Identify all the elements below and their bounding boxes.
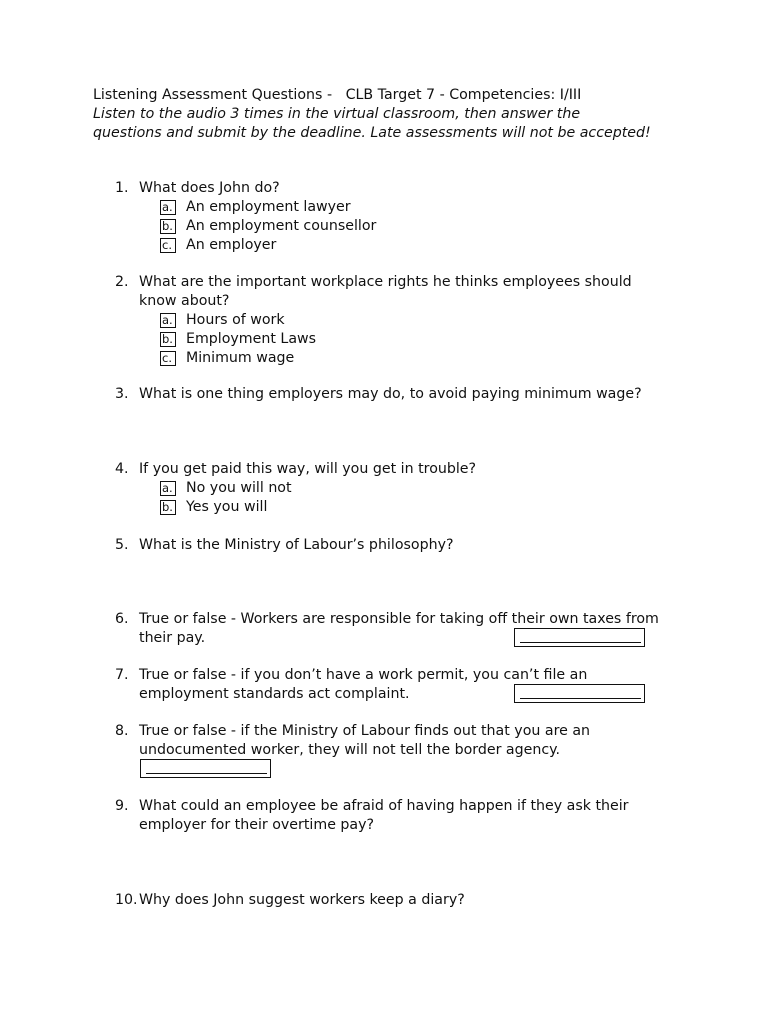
option-letter-box[interactable]: b. (160, 500, 176, 515)
option-letter-box[interactable]: b. (160, 332, 176, 347)
question-text-line-2: employer for their overtime pay? (139, 817, 375, 833)
option-b[interactable] (160, 330, 685, 349)
option-text: No you will not (186, 480, 292, 496)
question-text: What is the Ministry of Labour’s philosophy? (139, 537, 454, 553)
question-2 (115, 273, 685, 368)
question-text-line-1: True or false - Workers are responsible for taking off their own taxes from (139, 611, 659, 627)
question-text-line-2: employment standards act complaint. (139, 686, 410, 702)
question-5 (115, 536, 685, 555)
option-text: Hours of work (186, 312, 285, 328)
answer-input-box[interactable] (140, 759, 271, 778)
option-b[interactable] (160, 217, 685, 236)
question-number: 9. (115, 798, 129, 814)
question-text-line-2: their pay. (139, 630, 206, 646)
question-text: What does John do? (139, 180, 280, 196)
option-letter-box[interactable]: b. (160, 219, 176, 234)
worksheet-header (93, 86, 653, 143)
question-number: 8. (115, 723, 129, 739)
question-text-line-1: True or false - if the Ministry of Labour finds out that you are an (139, 723, 591, 739)
question-text: Why does John suggest workers keep a diary? (139, 892, 465, 908)
question-number: 2. (115, 274, 129, 290)
question-text (139, 722, 685, 760)
option-a[interactable] (160, 479, 685, 498)
answer-underline (520, 642, 641, 643)
question-8 (115, 722, 685, 760)
option-c[interactable] (160, 236, 685, 255)
option-letter-box[interactable]: a. (160, 481, 176, 496)
option-text: An employment lawyer (186, 199, 351, 215)
answer-underline (520, 698, 641, 699)
option-text: Employment Laws (186, 331, 317, 347)
option-b[interactable] (160, 498, 685, 517)
question-number: 4. (115, 461, 129, 477)
question-text-line-2: know about? (139, 293, 230, 309)
instructions-text: Listen to the audio 3 times in the virtual classroom, then answer the questions and submit by the deadline. Late assessments will not be accepted! (93, 106, 651, 141)
question-3 (115, 385, 685, 404)
option-text: An employment counsellor (186, 218, 377, 234)
question-4 (115, 460, 685, 517)
question-text: What is one thing employers may do, to avoid paying minimum wage? (139, 386, 642, 402)
question-number: 1. (115, 180, 129, 196)
answer-underline (146, 773, 267, 774)
question-text-line-1: What are the important workplace rights he thinks employees should (139, 274, 632, 290)
option-c[interactable] (160, 349, 685, 368)
option-letter-box[interactable]: c. (160, 238, 176, 253)
answer-input-box[interactable] (514, 628, 645, 647)
question-text: If you get paid this way, will you get in trouble? (139, 461, 477, 477)
option-letter-box[interactable]: a. (160, 200, 176, 215)
question-number: 10. (115, 892, 138, 908)
question-text-line-1: True or false - if you don’t have a work permit, you can’t file an (139, 667, 588, 683)
option-text: Minimum wage (186, 350, 295, 366)
question-number: 3. (115, 386, 129, 402)
question-text-line-1: What could an employee be afraid of having happen if they ask their (139, 798, 629, 814)
question-number: 7. (115, 667, 129, 683)
question-10 (115, 891, 685, 910)
option-a[interactable] (160, 198, 685, 217)
question-text (139, 797, 685, 835)
question-1 (115, 179, 685, 255)
question-number: 5. (115, 537, 129, 553)
answer-input-box[interactable] (514, 684, 645, 703)
option-text: Yes you will (186, 499, 268, 515)
question-text (139, 273, 685, 311)
option-letter-box[interactable]: a. (160, 313, 176, 328)
option-letter-box[interactable]: c. (160, 351, 176, 366)
option-text: An employer (186, 237, 277, 253)
question-text-line-2: undocumented worker, they will not tell the border agency. (139, 742, 561, 758)
question-9 (115, 797, 685, 835)
page-title: Listening Assessment Questions - CLB Target 7 - Competencies: I/III (93, 87, 582, 103)
option-a[interactable] (160, 311, 685, 330)
question-number: 6. (115, 611, 129, 627)
